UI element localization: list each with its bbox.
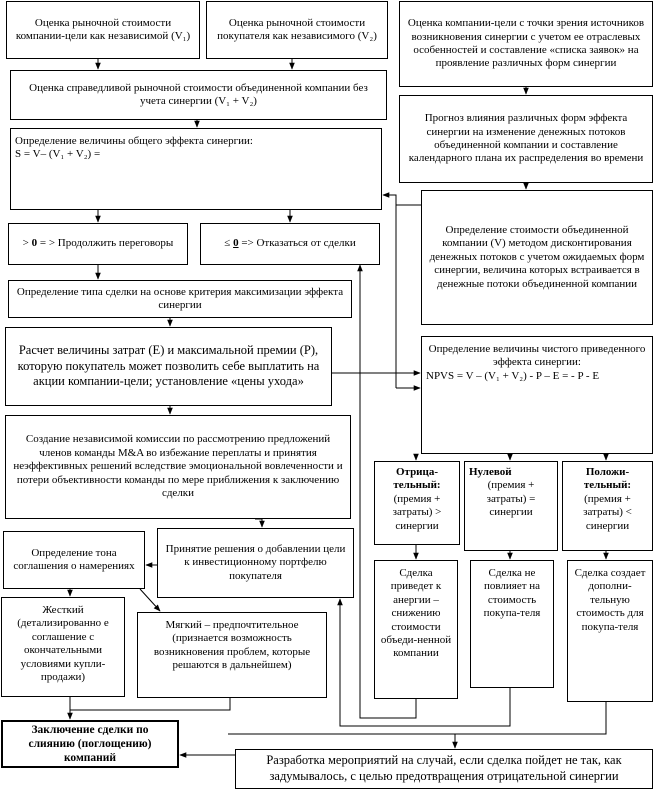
negative-suffix: => Отказаться от сделки <box>238 237 356 250</box>
arrow-commission-to-decision <box>255 519 262 527</box>
deal-no-effect-box: Сделка не повлияет на стоимость покупа-теля <box>470 560 554 688</box>
zero-outcome-title: Нулевой <box>469 466 512 478</box>
negative-outcome-text: (премия + затраты) > синергии <box>392 492 442 532</box>
contingency-box: Разработка мероприятий на случай, если сделка пойдет не так, как задумывалось, с целью предотвращения отрицательной синергии <box>235 749 653 789</box>
negative-outcome-box <box>374 461 460 545</box>
npvs-box <box>421 336 653 454</box>
zero-outcome-box <box>464 461 558 551</box>
hard-tone-box: Жесткий (детализированно е соглашение с окончательными условиями купли-продажи) <box>1 597 125 697</box>
total-synergy-title: Определение величины общего эффекта синергии: <box>15 135 253 147</box>
positive-outcome-title: Положи-тельный: <box>583 466 632 492</box>
soft-tone-box: Мягкий – предпочтительное (признается возможность возникновения проблем, которые решаются в дальнейшем) <box>137 612 327 698</box>
synergy-forecast-box: Прогноз влияния различных форм эффекта синергии на изменение денежных потоков объединенной компании и составление календарного плана их распределения во времени <box>399 95 653 183</box>
npvs-title: Определение величины чистого приведенного эффекта синергии: <box>428 343 646 369</box>
market-value-target-box: Оценка рыночной стоимости компании-цели как независимой (V₁) <box>6 1 200 59</box>
total-synergy-box <box>10 128 382 210</box>
commission-box: Создание независимой комиссии по рассмотрению предложений членов команды M&A во избежание переплаты и принятия неэффективных решений вследствие эмоциональной вовлеченности и потери объективности команды по мере приближения к заключению сделки <box>5 415 351 519</box>
arrow-combined-to-synergy <box>383 195 421 205</box>
conclusion-box: Заключение сделки по слиянию (поглощению) компаний <box>1 720 179 768</box>
positive-outcome-box <box>562 461 653 551</box>
total-synergy-formula: S = V– (V₁ + V₂) = <box>15 148 101 161</box>
fair-market-value-box: Оценка справедливой рыночной стоимости объединенной компании без учета синергии (V₁ + V₂) <box>10 70 387 120</box>
negative-outcome-title: Отрица-тельный: <box>393 466 441 492</box>
decline-deal-box <box>200 223 380 265</box>
deal-type-box: Определение типа сделки на основе критерия максимизации эффекта синергии <box>8 280 352 318</box>
deal-adds-value-box: Сделка создает дополни-тельную стоимость для покупа-теля <box>567 560 653 702</box>
market-value-buyer-box: Оценка рыночной стоимости покупателя как независимого (V₂) <box>206 1 388 59</box>
tone-agreement-box: Определение тона соглашения о намерениях <box>3 531 145 589</box>
positive-zero: 0 <box>31 237 38 250</box>
continue-negotiations-box <box>8 223 188 265</box>
positive-outcome-text: (премия + затраты) < синергии <box>583 492 632 532</box>
line-soft-to-conclusion <box>70 698 230 710</box>
negative-prefix: ≤ <box>224 237 234 250</box>
cost-estimate-box: Расчет величины затрат (Е) и максимальной премии (Р), которую покупатель может позволить себе выплатить на акции компании-цели; установление «цены ухода» <box>5 327 332 406</box>
positive-prefix: > <box>22 237 32 250</box>
negative-zero: 0 <box>233 237 239 250</box>
positive-suffix: = > Продолжить переговоры <box>37 237 174 250</box>
line-adds-to-bottom <box>228 702 606 734</box>
combined-company-value-box: Определение стоимости объединенной компании (V) методом дисконтирования денежных потоков с учетом ожидаемых форм синергии, величина которых встраивается в денежные потоки объединенной компании <box>421 190 653 325</box>
deal-anergy-box: Сделка приведет к анергии – снижению стоимости объеди-ненной компании <box>374 560 458 699</box>
zero-outcome-text: (премия + затраты) = синергии <box>486 479 536 519</box>
npvs-formula: NPVS = V – (V₁ + V₂) - P – E = - P - E <box>426 369 600 382</box>
investment-decision-box: Принятие решения о добавлении цели к инвестиционному портфелю покупателя <box>157 528 354 598</box>
target-company-value-box: Оценка компании-цели с точки зрения источников возникновения синергии с учетом ее отраслевых особенностей и составление «списка заявок» на проявление различных форм синергии <box>399 1 653 87</box>
